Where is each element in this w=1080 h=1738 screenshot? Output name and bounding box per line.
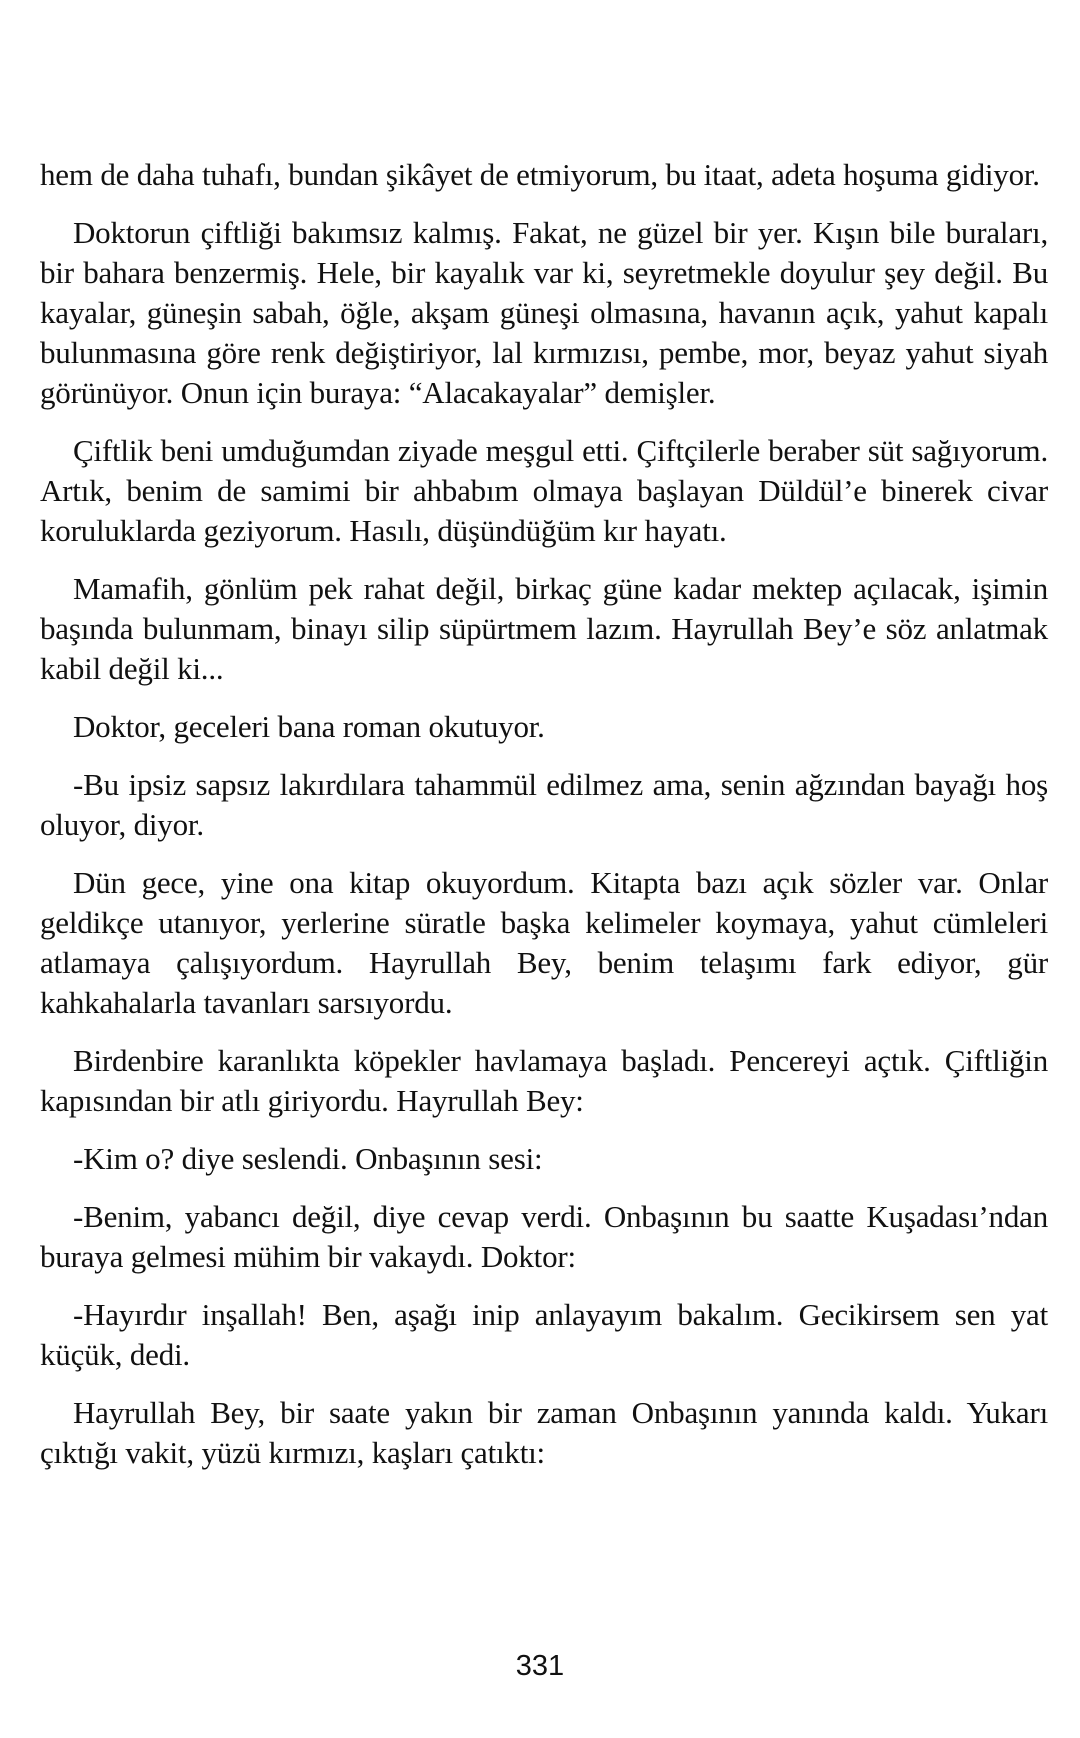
paragraph-dogs-barking: Birdenbire karanlıkta köpekler havlamaya başladı. Pencereyi açtık. Çiftliğin kapısından bir atlı giriyordu. Hayrullah Bey: [40, 1043, 1048, 1118]
paragraph-corporal-answer: -Benim, yabancı değil, diye cevap verdi. Onbaşının bu saatte Kuşadası’ndan buraya gelmesi mühim bir vakaydı. Doktor: [40, 1199, 1048, 1274]
paragraph-last-night: Dün gece, yine ona kitap okuyordum. Kitapta bazı açık sözler var. Onlar geldikçe utanıyor, yerlerine süratle başka kelimeler koymaya, yahut cümleleri atlamaya çalışıyordum. Hayrullah Bey, benim telaşımı fark ediyor, gür kahkahalarla tavanları sarsıyordu. [40, 865, 1048, 1020]
paragraph-doctor-goes-down: -Hayırdır inşallah! Ben, aşağı inip anlayayım bakalım. Gecikirsem sen yat küçük, dedi. [40, 1297, 1048, 1372]
paragraph-school-worry: Mamafih, gönlüm pek rahat değil, birkaç güne kadar mektep açılacak, işimin başında bulunmam, binayı silip süpürtmem lazım. Hayrullah Bey’e söz anlatmak kabil değil ki... [40, 571, 1048, 686]
paragraph-doctor-quote: -Bu ipsiz sapsız lakırdılara tahammül edilmez ama, senin ağzından bayağı hoş oluyor, diyor. [40, 767, 1048, 842]
paragraph-who-is-it: -Kim o? diye seslendi. Onbaşının sesi: [73, 1141, 543, 1176]
paragraph-farm-life: Çiftlik beni umduğumdan ziyade meşgul etti. Çiftçilerle beraber süt sağıyorum. Artık, benim de samimi bir ahbabım olmaya başlayan Düldül’e binerek civar koruluklarda geziyorum. Hasılı, düşündüğüm kır hayatı. [40, 433, 1048, 548]
paragraph-continuation: hem de daha tuhafı, bundan şikâyet de etmiyorum, bu itaat, adeta hoşuma gidiyor. [40, 157, 1040, 192]
page-number: 331 [515, 1650, 565, 1682]
page-body [40, 155, 1048, 1491]
paragraph-farm-description: Doktorun çiftliği bakımsız kalmış. Fakat, ne güzel bir yer. Kışın bile buraları, bir bahara benzermiş. Hele, bir kayalık var ki, seyretmekle doyulur şey değil. Bu kayalar, güneşin sabah, öğle, akşam güneşi olmasına, havanın açık, yahut kapalı bulunmasına göre renk değiştiriyor, lal kırmızısı, pembe, mor, beyaz yahut siyah görünüyor. Onun için buraya: “Alacakayalar” demişler. [40, 215, 1048, 410]
paragraph-doctor-returns: Hayrullah Bey, bir saate yakın bir zaman Onbaşının yanında kaldı. Yukarı çıktığı vakit, yüzü kırmızı, kaşları çatıktı: [40, 1395, 1048, 1470]
paragraph-doctor-reading: Doktor, geceleri bana roman okutuyor. [73, 709, 545, 744]
